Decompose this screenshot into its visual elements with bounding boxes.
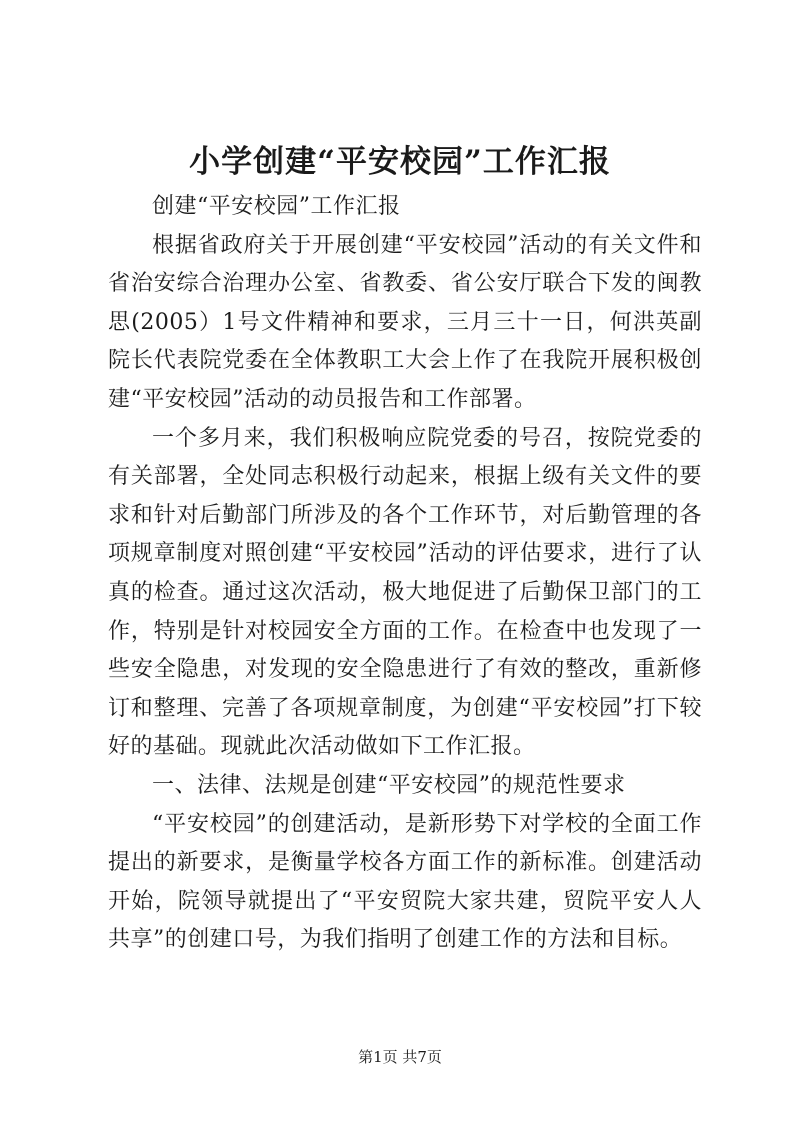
document-title: 小学创建“平安校园”工作汇报 bbox=[189, 144, 611, 180]
paragraph-subtitle: 创建“平安校园”工作汇报 bbox=[152, 194, 401, 219]
section-heading: 一、法律、法规是创建“平安校园”的规范性要求 bbox=[152, 772, 626, 798]
page-number-footer: 第1页 共7页 bbox=[358, 1048, 442, 1066]
paragraph: “平安校园”的创建活动，是新形势下对学校的全面工作提出的新要求，是衡量学校各方面工作的新标准。创建活动开始，院领导就提出了“平安贸院大家共建，贸院平安人人共享”的创建口号，为我们指明了创建工作的方法和目标。 bbox=[108, 811, 702, 953]
document-body bbox=[108, 188, 702, 960]
paragraph: 根据省政府关于开展创建“平安校园”活动的有关文件和省治安综合治理办公室、省教委、省公安厅联合下发的闽教思(2005）1号文件精神和要求，三月三十一日，何洪英副院长代表院党委在全体教职工大会上作了在我院开展积极创建“平安校园”活动的动员报告和工作部署。 bbox=[108, 232, 702, 412]
paragraph: 一个多月来，我们积极响应院党委的号召，按院党委的有关部署，全处同志积极行动起来，根据上级有关文件的要求和针对后勤部门所涉及的各个工作环节，对后勤管理的各项规章制度对照创建“平安校园”活动的评估要求，进行了认真的检查。通过这次活动，极大地促进了后勤保卫部门的工作，特别是针对校园安全方面的工作。在检查中也发现了一些安全隐患，对发现的安全隐患进行了有效的整改，重新修订和整理、完善了各项规章制度，为创建“平安校园”打下较好的基础。现就此次活动做如下工作汇报。 bbox=[108, 425, 702, 760]
